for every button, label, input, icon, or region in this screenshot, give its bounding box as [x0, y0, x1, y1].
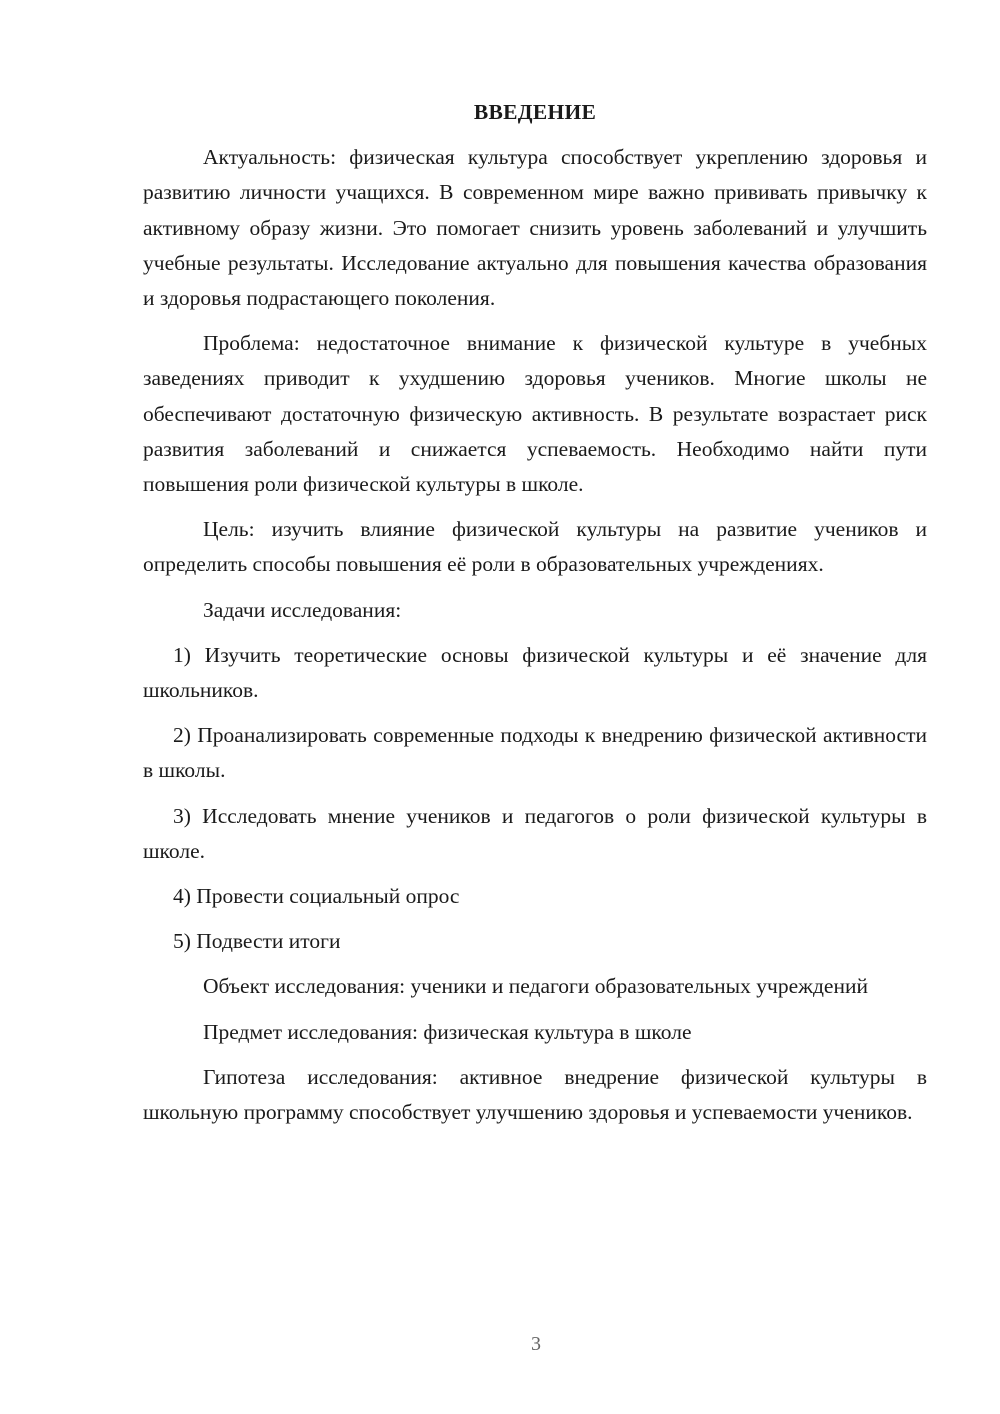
task-item-3: 3) Исследовать мнение учеников и педагогов о роли физической культуры в школе.: [143, 803, 927, 863]
tasks-heading: Задачи исследования:: [203, 597, 402, 622]
task-item-4: 4) Провести социальный опрос: [173, 884, 460, 909]
goal-paragraph: Цель: изучить влияние физической культуры на развитие учеников и определить способы повышения её роли в образовательных учреждениях.: [143, 517, 927, 577]
task-item-5: 5) Подвести итоги: [173, 929, 341, 954]
page-content: [143, 95, 927, 1140]
relevance-paragraph: Актуальность: физическая культура способствует укреплению здоровья и развитию личности учащихся. В современном мире важно прививать привычку к активному образу жизни. Это помогает снизить уровень заболеваний и улучшить учебные результаты. Исследование актуально для повышения качества образования и здоровья подрастающего поколения.: [143, 145, 927, 311]
problem-paragraph: Проблема: недостаточное внимание к физической культуре в учебных заведениях приводит к ухудшению здоровья учеников. Многие школы не обеспечивают достаточную физическую активность. В результате возрастает риск развития заболеваний и снижается успеваемость. Необходимо найти пути повышения роли физической культуры в школе.: [143, 331, 927, 497]
task-item-2: 2) Проанализировать современные подходы к внедрению физической активности в школы.: [143, 723, 927, 783]
page-number: 3: [531, 1333, 541, 1355]
page-title: ВВЕДЕНИЕ: [473, 100, 597, 124]
hypothesis-paragraph: Гипотеза исследования: активное внедрение физической культуры в школьную программу способствует улучшению здоровья и успеваемости учеников.: [143, 1064, 927, 1125]
subject-paragraph: Предмет исследования: физическая культура в школе: [203, 1019, 692, 1044]
object-paragraph: Объект исследования: ученики и педагоги образовательных учреждений: [203, 974, 868, 999]
task-item-1: 1) Изучить теоретические основы физической культуры и её значение для школьников.: [143, 642, 927, 703]
